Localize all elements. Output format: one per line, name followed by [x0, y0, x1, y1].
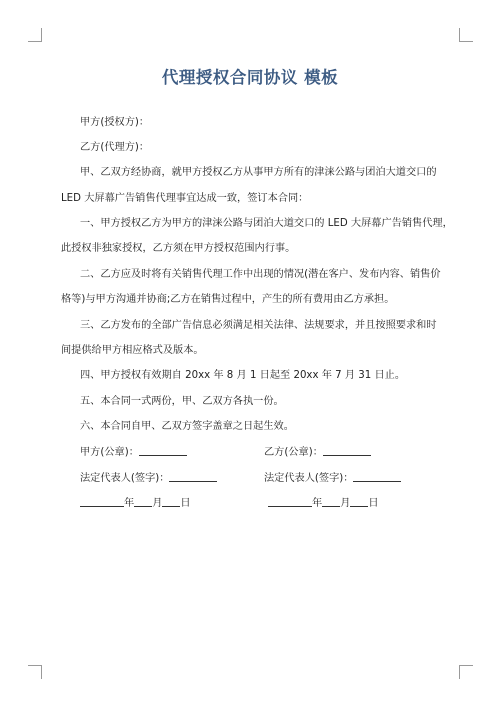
year-label: 年: [312, 498, 323, 509]
party-a-label: 甲方(授权方)：: [80, 117, 150, 128]
clause-4: 四、甲方授权有效期自 20xx 年 8 月 1 日起至 20xx 年 7 月 31 日止。: [80, 370, 406, 381]
party-b-seal-line: [264, 445, 371, 459]
party-a-seal-line: [80, 445, 187, 459]
clause-6: 六、本合同自甲、乙双方签字盖章之日起生效。: [80, 421, 294, 432]
crop-mark-bottom-right: [459, 665, 473, 679]
party-b-legal-rep-line: [264, 471, 401, 485]
party-b-month-blank[interactable]: [322, 496, 340, 507]
intro-line-1: 甲、乙双方经协商，就甲方授权乙方从事甲方所有的津涞公路与团泊大道交口的: [80, 167, 437, 178]
clause-5: 五、本合同一式两份，甲、乙双方各执一份。: [80, 396, 284, 407]
party-b-seal-label: 乙方(公章)：: [264, 447, 323, 458]
party-b-legal-rep-label: 法定代表人(签字)：: [264, 473, 354, 484]
party-a-legal-rep-line: [80, 471, 217, 485]
crop-mark-bottom-left: [28, 665, 42, 679]
party-b-legal-rep-blank[interactable]: [353, 471, 401, 482]
clause-3-line-2: 间提供给甲方相应格式及版本。: [61, 345, 204, 356]
clause-3-line-1: 三、乙方发布的全部广告信息必须满足相关法律、法规要求，并且按照要求和时: [80, 320, 437, 331]
party-a-month-blank[interactable]: [134, 496, 152, 507]
month-label: 月: [340, 498, 351, 509]
party-a-year-blank[interactable]: [80, 496, 124, 507]
month-label: 月: [152, 498, 163, 509]
party-b-date-line: [268, 496, 379, 510]
clause-1-line-1: 一、甲方授权乙方为甲方的津涞公路与团泊大道交口的 LED 大屏幕广告销售代理，: [80, 218, 453, 229]
intro-line-2: LED 大屏幕广告销售代理事宜达成一致，签订本合同：: [61, 193, 309, 204]
document-title: 代理授权合同协议 模板: [161, 68, 339, 87]
party-b-year-blank[interactable]: [268, 496, 312, 507]
party-a-date-line: [80, 496, 191, 510]
party-b-label: 乙方(代理方)：: [80, 142, 150, 153]
party-b-day-blank[interactable]: [350, 496, 368, 507]
party-a-seal-label: 甲方(公章)：: [80, 447, 139, 458]
party-b-seal-blank[interactable]: [323, 445, 371, 456]
party-a-seal-blank[interactable]: [139, 445, 187, 456]
crop-mark-top-right: [459, 28, 473, 42]
year-label: 年: [124, 498, 135, 509]
day-label: 日: [180, 498, 191, 509]
party-a-legal-rep-label: 法定代表人(签字)：: [80, 473, 170, 484]
clause-2-line-1: 二、乙方应及时将有关销售代理工作中出现的情况(潜在客户、发布内容、销售价: [80, 269, 441, 280]
day-label: 日: [368, 498, 379, 509]
party-a-legal-rep-blank[interactable]: [169, 471, 217, 482]
crop-mark-top-left: [28, 28, 42, 42]
clause-2-line-2: 格等)与甲方沟通并协商;乙方在销售过程中，产生的所有费用由乙方承担。: [61, 294, 395, 305]
party-a-day-blank[interactable]: [162, 496, 180, 507]
clause-1-line-2: 此授权非独家授权，乙方须在甲方授权范围内行事。: [61, 243, 296, 254]
